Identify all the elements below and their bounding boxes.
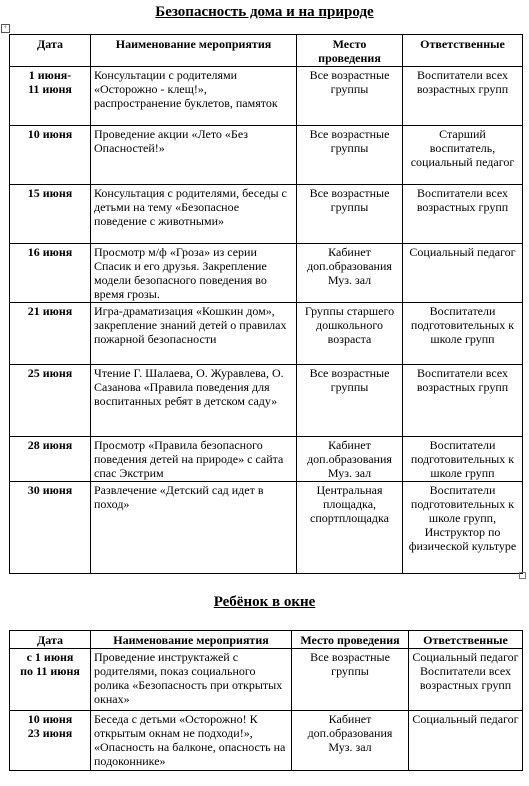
section-title-safety: Безопасность дома и на природе (155, 4, 374, 20)
cell-event: Консультация с родителями, беседы с детьми на тему «Безопасное поведение с животными» (91, 185, 297, 244)
cell-date: с 1 июня по 11 июня (10, 649, 91, 711)
cell-responsible: Воспитатели подготовительных к школе групп (403, 437, 523, 482)
cell-place: Группы старшего дошкольного возраста (297, 303, 403, 365)
table-row (10, 482, 523, 574)
cell-responsible: Воспитатели всех возрастных групп (403, 185, 523, 244)
cell-responsible: Воспитатели подготовительных к школе групп (403, 303, 523, 365)
cell-place: Центральная площадка, спортплощадка (297, 482, 403, 574)
cell-responsible: Старший воспитатель, социальный педагог (403, 126, 523, 185)
cell-place: Все возрастные группы (297, 67, 403, 126)
header-responsible: Ответственные (403, 35, 523, 67)
cell-date: 25 июня (10, 365, 91, 437)
cell-date: 30 июня (10, 482, 91, 574)
safety-table-body (10, 67, 523, 574)
header-place: Место проведения (297, 35, 403, 67)
cell-date: 10 июня 23 июня (10, 711, 91, 771)
section-title-window: Ребёнок в окне (213, 594, 316, 610)
header-event: Наименование мероприятия (91, 35, 297, 67)
cell-event: Просмотр «Правила безопасного поведения детей на природе» с сайта спас Экстрим (91, 437, 297, 482)
cell-date: 16 июня (10, 244, 91, 303)
window-table-body (10, 649, 523, 771)
header-date: Дата (10, 35, 91, 67)
window-events-table (9, 630, 523, 771)
table-row (10, 185, 523, 244)
cell-responsible: Социальный педагог (409, 711, 523, 771)
cell-date: 10 июня (10, 126, 91, 185)
cell-event: Беседа с детьми «Осторожно! К открытым окнам не подходи!», «Опасность на балконе, опасность на подоконнике» (91, 711, 292, 771)
cell-date: 28 июня (10, 437, 91, 482)
cell-event: Просмотр м/ф «Гроза» из серии Спасик и его друзья. Закрепление модели безопасного поведения во время грозы. (91, 244, 297, 303)
cell-date: 1 июня- 11 июня (10, 67, 91, 126)
cell-responsible: Воспитатели подготовительных к школе групп, Инструктор по физической культуре (403, 482, 523, 574)
cell-event: Чтение Г. Шалаева, О. Журавлева, О. Сазанова «Правила поведения для воспитанных ребят в детском саду» (91, 365, 297, 437)
cell-responsible: Социальный педагог Воспитатели всех возрастных групп (409, 649, 523, 711)
table-row (10, 437, 523, 482)
cell-responsible: Воспитатели всех возрастных групп (403, 67, 523, 126)
table-resize-handle-icon[interactable] (519, 572, 526, 579)
cell-place: Все возрастные группы (297, 365, 403, 437)
cell-place: Все возрастные группы (292, 649, 409, 711)
cell-event: Проведение инструктажей с родителями, показ социального ролика «Безопасность при открытых окнах» (91, 649, 292, 711)
table-header-row (10, 631, 523, 649)
cell-place: Кабинет доп.образования Муз. зал (292, 711, 409, 771)
cell-event: Развлечение «Детский сад идет в поход» (91, 482, 297, 574)
header-date: Дата (10, 631, 91, 649)
cell-date: 21 июня (10, 303, 91, 365)
table-row (10, 67, 523, 126)
table-header-row (10, 35, 523, 67)
cell-date: 15 июня (10, 185, 91, 244)
cell-event: Проведение акции «Лето «Без Опасностей!» (91, 126, 297, 185)
cell-place: Все возрастные группы (297, 126, 403, 185)
cell-place: Кабинет доп.образования Муз. зал (297, 244, 403, 303)
cell-place: Все возрастные группы (297, 185, 403, 244)
cell-responsible: Социальный педагог (403, 244, 523, 303)
table-row (10, 711, 523, 771)
header-event: Наименование мероприятия (91, 631, 292, 649)
table-move-handle-icon[interactable]: + (1, 24, 10, 33)
table-row (10, 649, 523, 711)
safety-events-table (9, 34, 523, 574)
cell-place: Кабинет доп.образования Муз. зал (297, 437, 403, 482)
table-row (10, 365, 523, 437)
table-row (10, 244, 523, 303)
header-place: Место проведения (292, 631, 409, 649)
header-responsible: Ответственные (409, 631, 523, 649)
cell-event: Игра-драматизация «Кошкин дом», закрепление знаний детей о правилах пожарной безопасности (91, 303, 297, 365)
table-row (10, 303, 523, 365)
cell-responsible: Воспитатели всех возрастных групп (403, 365, 523, 437)
cell-event: Консультации с родителями «Осторожно - клещ!», распространение буклетов, памяток (91, 67, 297, 126)
table-row (10, 126, 523, 185)
